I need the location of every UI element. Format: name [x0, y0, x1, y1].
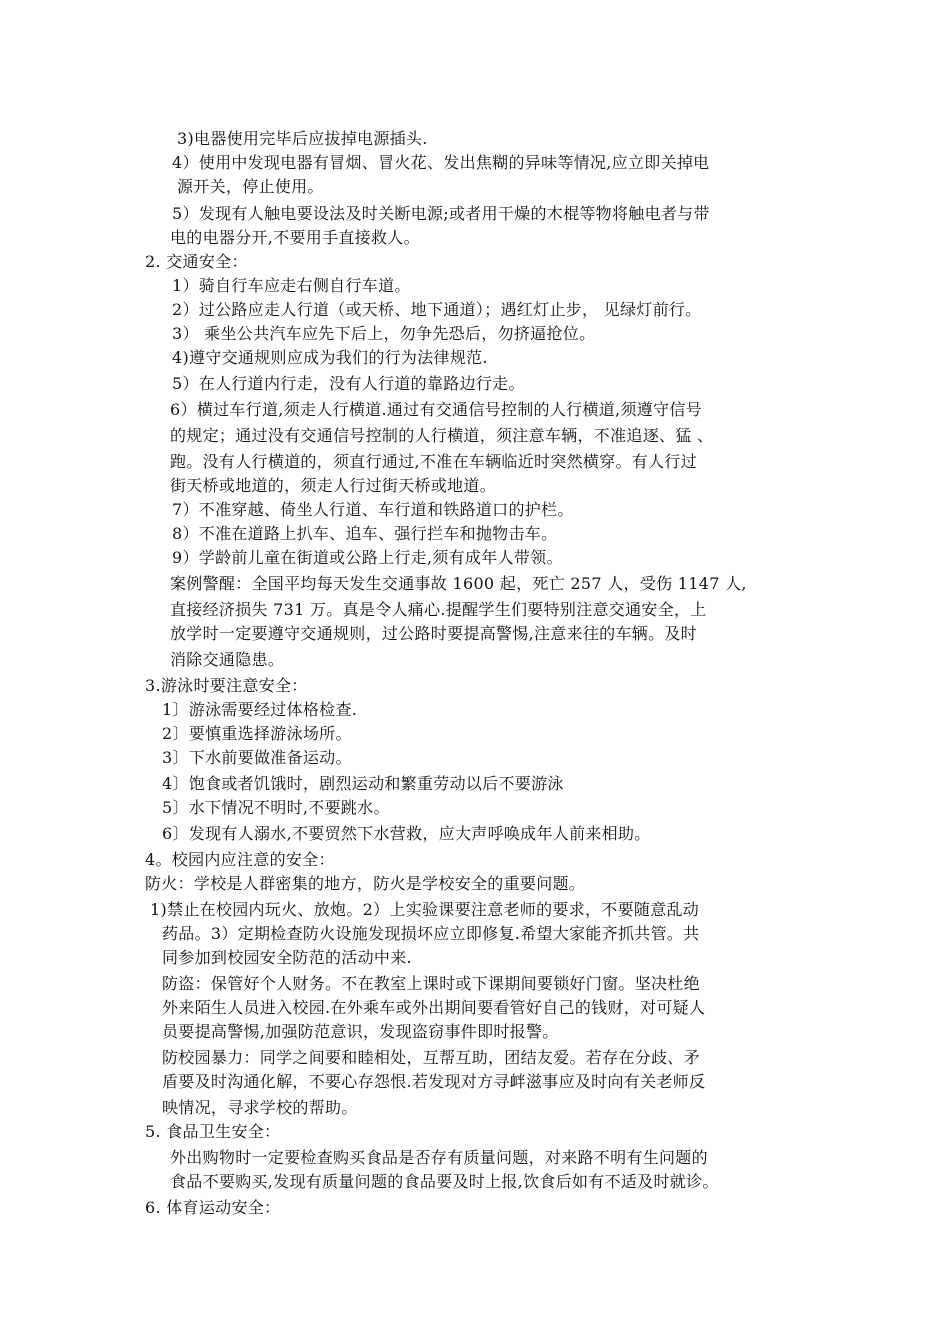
text-line: 3〕下水前要做准备运动。 [162, 748, 352, 767]
text-line: 盾要及时沟通化解，不要心存怨恨.若发现对方寻衅滋事应及时向有关老师反 [162, 1072, 706, 1091]
text-line: 6）横过车行道,须走人行横道.通过有交通信号控制的人行横道,须遵守信号 [170, 400, 702, 419]
text-line: 防火：学校是人群密集的地方，防火是学校安全的重要问题。 [145, 874, 586, 893]
text-line: 外来陌生人员进入校园.在外乘车或外出期间要看管好自己的钱财，对可疑人 [162, 998, 706, 1017]
text-line: 放学时一定要遵守交通规则，过公路时要提高警惕,注意来往的车辆。及时 [170, 624, 697, 643]
section-heading: 2. 交通安全： [145, 252, 248, 271]
text-line: 5）在人行道内行走，没有人行道的靠路边行走。 [172, 374, 525, 393]
section-heading: 6. 体育运动安全： [145, 1198, 281, 1217]
text-line: 1)禁止在校园内玩火、放炮。2）上实验课要注意老师的要求，不要随意乱动 [150, 900, 700, 919]
text-line: 防校园暴力：同学之间要和睦相处，互帮互助，团结友爱。若存在分歧、矛 [162, 1048, 700, 1067]
text-line: 案例警醒：全国平均每天发生交通事故 1600 起，死亡 257 人，受伤 1147 人, [170, 574, 747, 593]
section-heading: 4。校园内应注意的安全： [145, 850, 335, 869]
text-line: 食品不要购买,发现有质量问题的食品要及时上报,饮食后如有不适及时就诊。 [170, 1172, 719, 1191]
text-line: 消除交通隐患。 [170, 650, 285, 669]
text-line: 同参加到校园安全防范的活动中来. [162, 948, 412, 967]
text-line: 8）不准在道路上扒车、追车、强行拦车和抛物击车。 [172, 524, 558, 543]
text-line: 直接经济损失 731 万。真是令人痛心.提醒学生们要特别注意交通安全，上 [170, 600, 707, 619]
text-line: 3)电器使用完毕后应拔掉电源插头. [177, 129, 428, 148]
section-heading: 3.游泳时要注意安全： [145, 676, 308, 695]
text-line: 药品。3）定期检查防火设施发现损坏应立即修复.希望大家能齐抓共管。共 [162, 924, 700, 943]
text-line: 源开关，停止使用。 [177, 177, 324, 196]
text-line: 员要提高警惕,加强防范意识，发现盗窃事件即时报警。 [162, 1022, 559, 1041]
text-line: 5〕水下情况不明时,不要跳水。 [162, 798, 390, 817]
text-line: 的规定；通过没有交通信号控制的人行横道，须注意车辆，不准追逐、猛 、 [170, 426, 714, 445]
text-line: 3） 乘坐公共汽车应先下后上，勿争先恐后，勿挤逼抢位。 [172, 324, 596, 343]
text-line: 2）过公路应走人行道（或天桥、地下通道）；遇红灯止步， 见绿灯前行。 [172, 300, 702, 319]
text-line: 映情况，寻求学校的帮助。 [162, 1098, 358, 1117]
text-line: 跑。没有人行横道的，须直行通过,不准在车辆临近时突然横穿。有人行过 [170, 452, 697, 471]
text-line: 4)遵守交通规则应成为我们的行为法律规范. [172, 348, 488, 367]
text-line: 5）发现有人触电要设法及时关断电源;或者用干燥的木棍等物将触电者与带 [172, 204, 710, 223]
text-line: 1〕游泳需要经过体格检查. [162, 700, 358, 719]
text-line: 街天桥或地道的，须走人行过街天桥或地道。 [170, 476, 497, 495]
text-line: 7）不准穿越、倚坐人行道、车行道和铁路道口的护栏。 [172, 500, 574, 519]
text-line: 外出购物时一定要检查购买食品是否存有质量问题，对来路不明有生问题的 [170, 1148, 708, 1167]
text-line: 4〕饱食或者饥饿时，剧烈运动和繁重劳动以后不要游泳 [162, 774, 564, 793]
text-line: 6〕发现有人溺水,不要贸然下水营救，应大声呼唤成年人前来相助。 [162, 824, 651, 843]
section-heading: 5. 食品卫生安全： [145, 1122, 281, 1141]
text-line: 4）使用中发现电器有冒烟、冒火花、发出焦糊的异味等情况,应立即关掉电 [172, 153, 710, 172]
text-line: 防盗：保管好个人财务。不在教室上课时或下课期间要锁好门窗。坚决杜绝 [162, 974, 700, 993]
text-line: 电的电器分开,不要用手直接救人。 [170, 228, 420, 247]
text-line: 2〕要慎重选择游泳场所。 [162, 724, 352, 743]
text-line: 1）骑自行车应走右侧自行车道。 [172, 276, 411, 295]
text-line: 9）学龄前儿童在街道或公路上行走,须有成年人带领。 [172, 548, 563, 567]
